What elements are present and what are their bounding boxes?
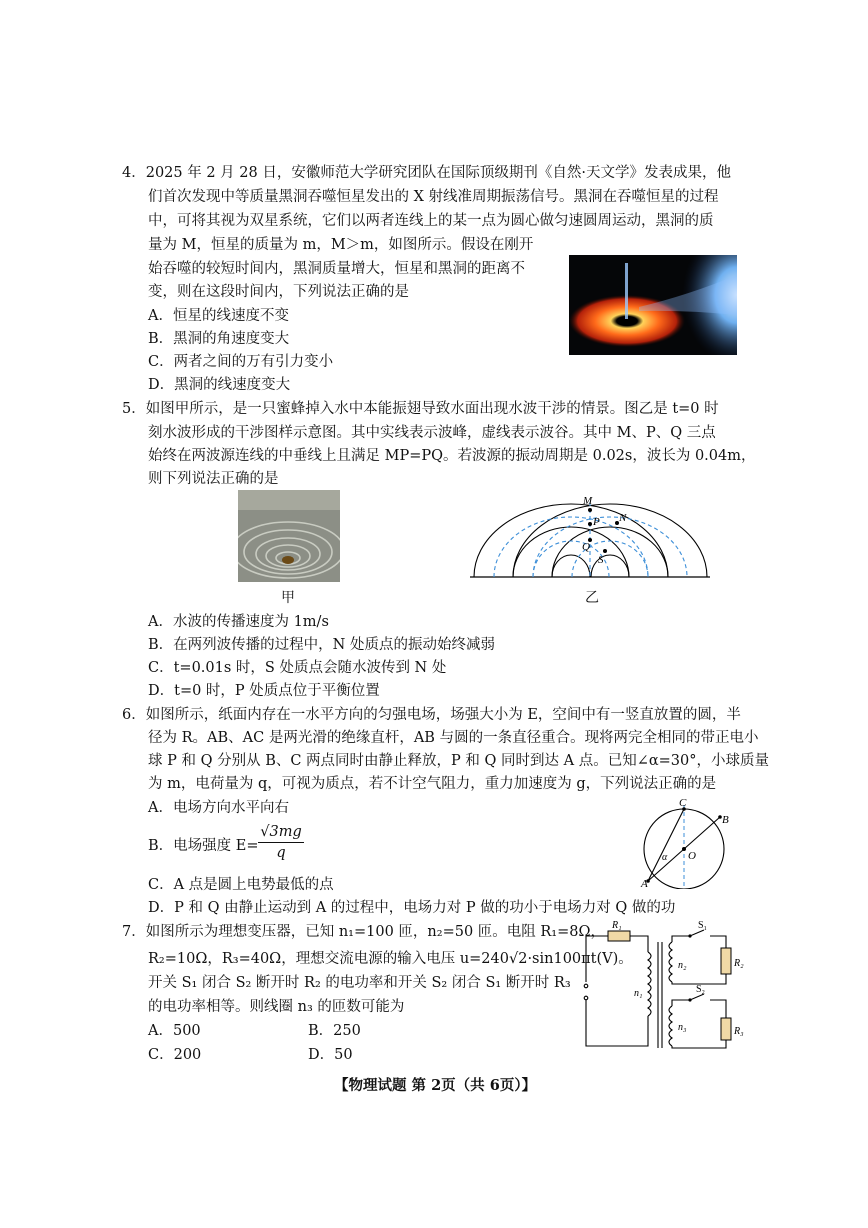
q6-line-4: 为 m，电荷量为 q，可视为质点，若不计空气阻力，重力加速度为 g，下列说法正确的是 <box>148 776 717 792</box>
figure-yi-label: 乙 <box>585 590 599 606</box>
q7-option-b: B．250 <box>308 1023 361 1039</box>
figure-jia-label: 甲 <box>281 590 295 606</box>
q6-option-d: D．P 和 Q 由静止运动到 A 的过程中，电场力对 P 做的功小于电场力对 Q 做的功 <box>148 900 676 916</box>
q7-option-d: D．50 <box>308 1047 353 1063</box>
q7-line-1: 7．如图所示为理想变压器，已知 n₁=100 匝，n₂=50 匝。电阻 R₁=8Ω， <box>122 924 606 940</box>
transformer-circuit-diagram <box>578 918 750 1052</box>
q5-line-4: 则下列说法正确的是 <box>148 471 279 487</box>
q7-option-c: C．200 <box>148 1047 202 1063</box>
label-Q: Q <box>582 541 590 553</box>
label-n3: n₃ <box>678 1022 687 1033</box>
q4-option-c: C．两者之间的万有引力变小 <box>148 354 334 370</box>
q4-line-2: 们首次发现中等质量黑洞吞噬恒星发出的 X 射线准周期振荡信号。黑洞在吞噬恒星的过程 <box>148 189 719 205</box>
label-C: C <box>679 797 687 809</box>
q6-option-b: B．电场强度 E= <box>148 838 259 854</box>
label-n1: n₁ <box>634 988 643 999</box>
q4-option-b: B．黑洞的角速度变大 <box>148 331 290 347</box>
black-hole-image <box>569 255 737 355</box>
q6-line-2: 径为 R。AB、AC 是两光滑的绝缘直杆，AB 与圆的一条直径重合。现将两完全相同的带正电小 <box>148 730 759 746</box>
q4-line-3: 中，可将其视为双星系统，它们以两者连线上的某一点为圆心做匀速圆周运动，黑洞的质 <box>148 213 714 229</box>
q5-option-a: A．水波的传播速度为 1m/s <box>148 614 329 630</box>
label-R3: R₃ <box>734 1026 744 1037</box>
page-footer: 【物理试题 第 2页（共 6页）】 <box>334 1077 537 1094</box>
q5-option-c: C．t=0.01s 时，S 处质点会随水波传到 N 处 <box>148 660 447 676</box>
interference-diagram <box>465 490 715 582</box>
formula-denominator: q <box>276 845 286 861</box>
label-P: P <box>593 516 600 528</box>
q4-option-d: D．黑洞的线速度变大 <box>148 377 291 393</box>
label-B: B <box>722 814 729 826</box>
label-O: O <box>688 850 696 862</box>
label-n2: n₂ <box>678 960 687 971</box>
q4-option-a: A．恒星的线速度不变 <box>148 308 289 324</box>
q7-line-4: 的电功率相等。则线圈 n₃ 的匝数可能为 <box>148 999 405 1015</box>
q7-line-3: 开关 S₁ 闭合 S₂ 断开时 R₂ 的电功率和开关 S₂ 闭合 S₁ 断开时 R₃ <box>148 975 571 991</box>
q5-option-b: B．在两列波传播的过程中，N 处质点的振动始终减弱 <box>148 637 495 653</box>
q4-line-6: 变，则在这段时间内，下列说法正确的是 <box>148 284 409 300</box>
q4-line-1: 4．2025 年 2 月 28 日，安徽师范大学研究团队在国际顶级期刊《自然·天文学》发表成果，他 <box>122 165 731 181</box>
q6-option-c: C．A 点是圆上电势最低的点 <box>148 877 334 893</box>
q4-line-5: 始吞噬的较短时间内，黑洞质量增大，恒星和黑洞的距离不 <box>148 261 525 277</box>
q4-line-4: 量为 M，恒星的质量为 m，M＞m，如图所示。假设在刚开 <box>148 237 534 253</box>
label-S: S <box>598 554 604 566</box>
label-alpha: α <box>662 852 668 863</box>
label-R1: R₁ <box>612 920 622 931</box>
q6-line-1: 6．如图所示，纸面内存在一水平方向的匀强电场，场强大小为 E，空间中有一竖直放置的圆，半 <box>122 707 741 723</box>
q5-line-1: 5．如图甲所示，是一只蜜蜂掉入水中本能振翅导致水面出现水波干涉的情景。图乙是 t=0 时 <box>122 401 719 417</box>
q6-formula <box>258 822 304 863</box>
q7-option-a: A．500 <box>148 1023 201 1039</box>
q6-line-3: 球 P 和 Q 分别从 B、C 两点同时由静止释放，P 和 Q 同时到达 A 点。已知∠α=30°，小球质量 <box>148 753 769 769</box>
label-S1: S₁ <box>698 920 708 931</box>
q5-option-d: D．t=0 时，P 处质点位于平衡位置 <box>148 683 380 699</box>
label-A: A <box>641 878 648 889</box>
formula-numerator: √3mg <box>258 822 304 843</box>
q6-option-a: A．电场方向水平向右 <box>148 800 289 816</box>
label-N: N <box>619 512 627 524</box>
label-S2: S₂ <box>696 984 706 995</box>
q5-line-3: 始终在两波源连线的中垂线上且满足 MP=PQ。若波源的振动周期是 0.02s，波长为 0.04m， <box>148 448 756 464</box>
q5-line-2: 刻水波形成的干涉图样示意图。其中实线表示波峰，虚线表示波谷。其中 M、P、Q 三点 <box>148 425 716 441</box>
q7-line-2: R₂=10Ω，R₃=40Ω，理想交流电源的输入电压 u=240√2·sin100πt(V)。 <box>148 951 633 967</box>
label-R2: R₂ <box>734 958 744 969</box>
bee-ripple-photo <box>238 490 340 582</box>
circle-field-diagram <box>636 797 736 889</box>
label-M: M <box>583 495 593 507</box>
